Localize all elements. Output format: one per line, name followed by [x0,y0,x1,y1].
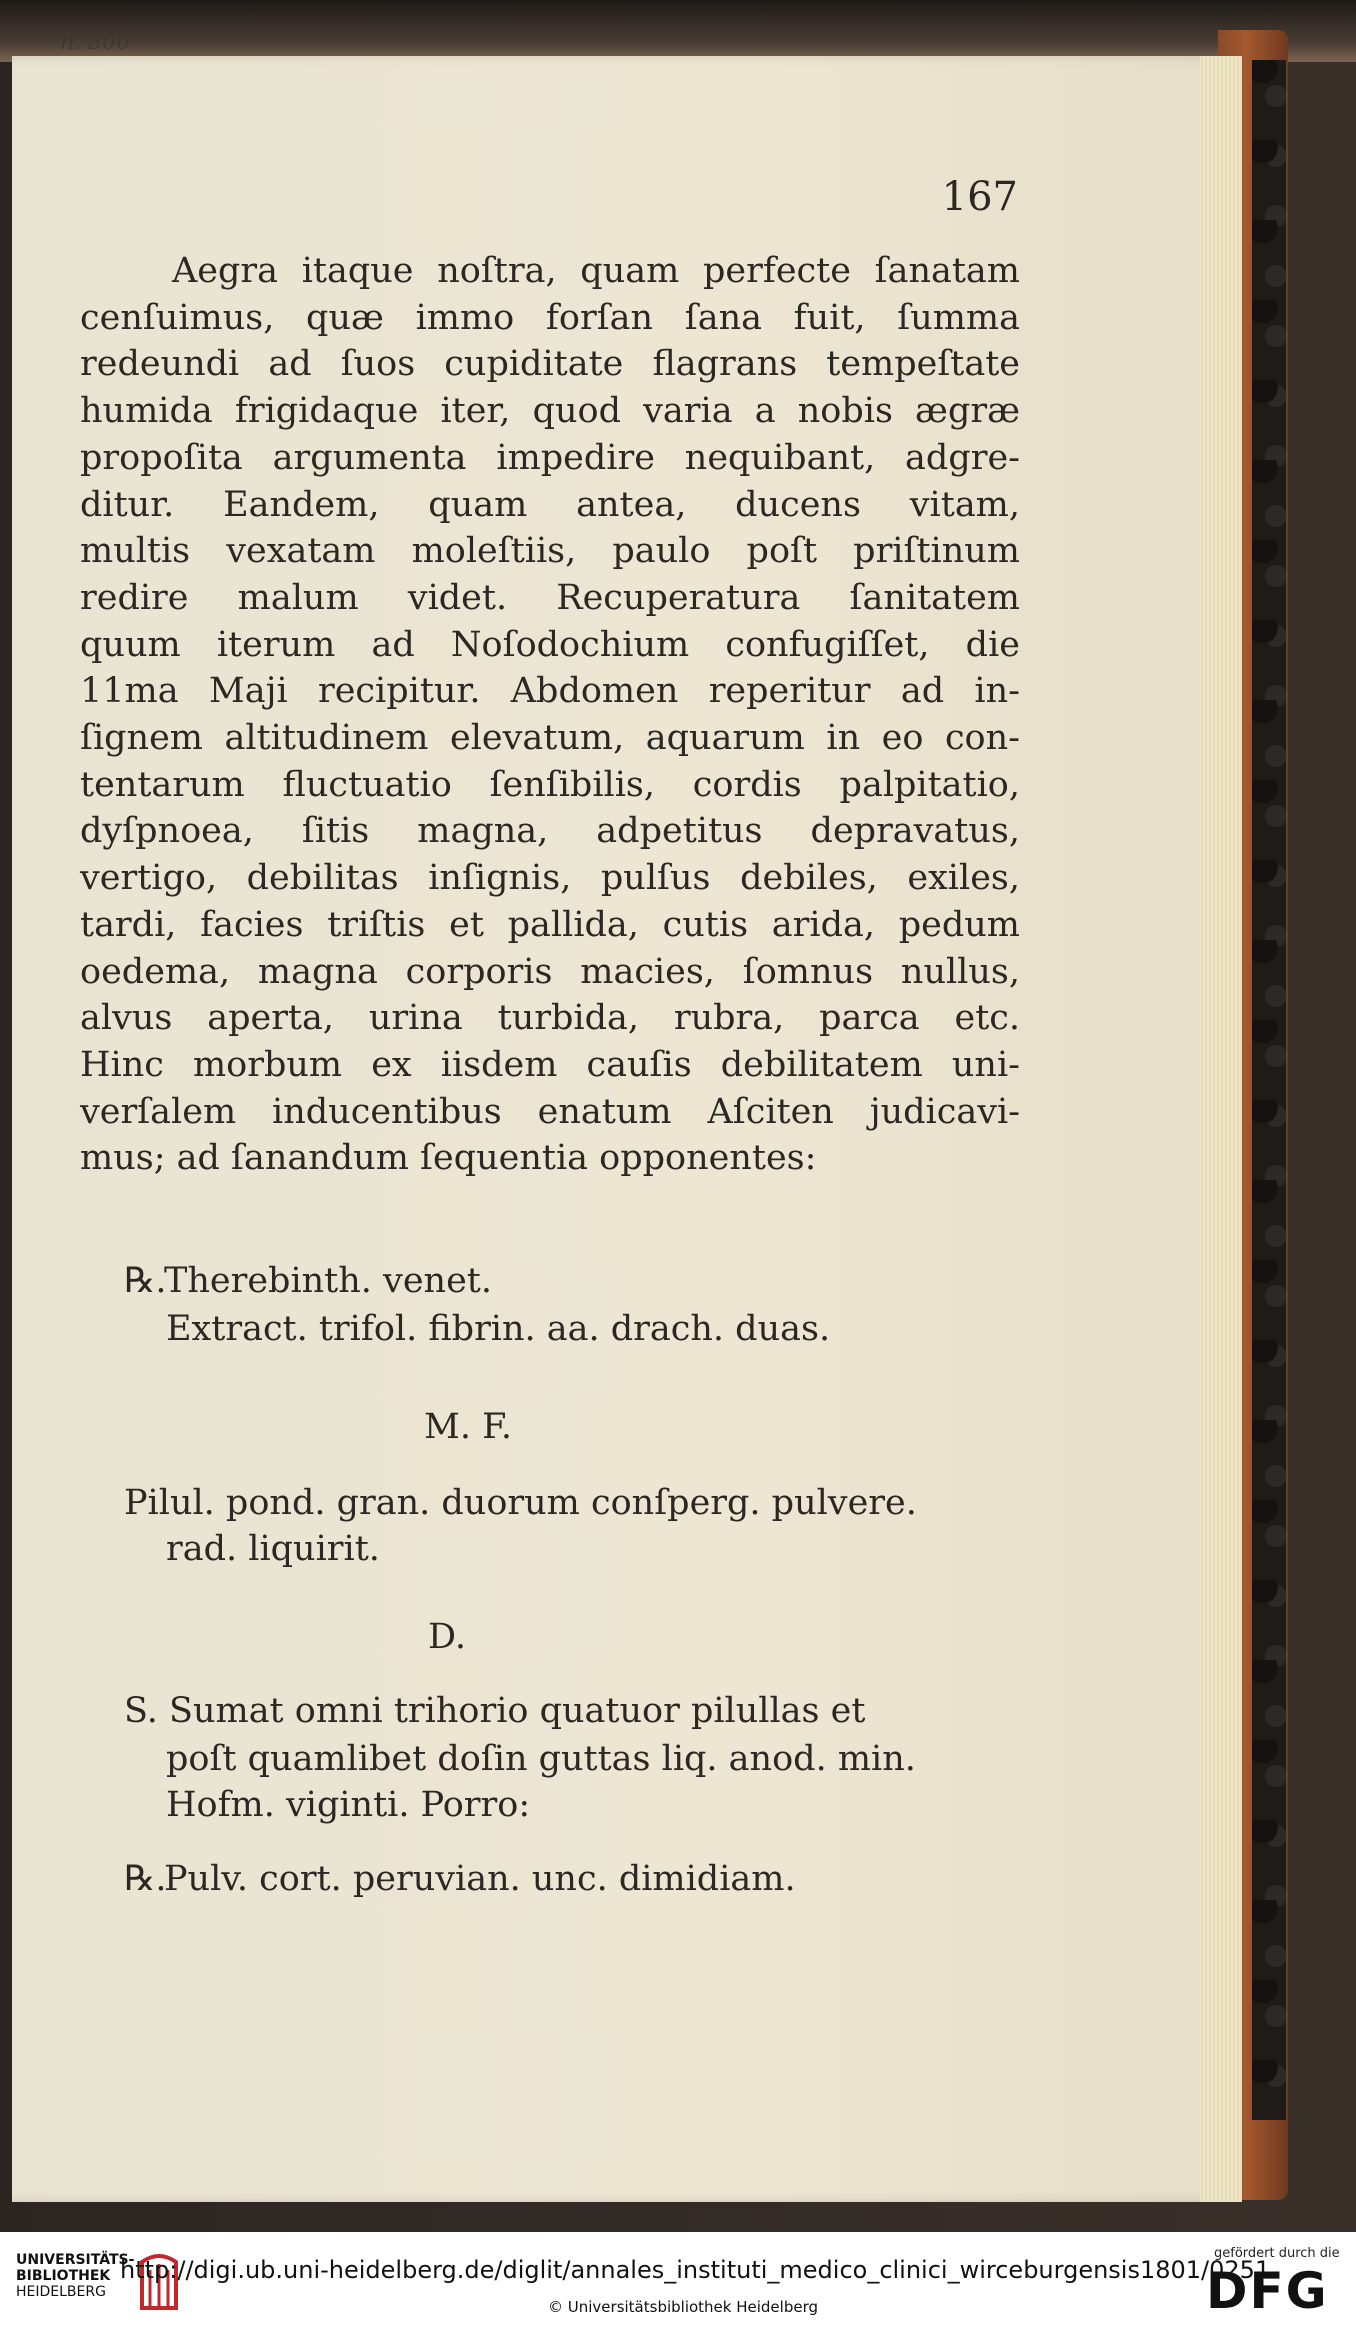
paragraph-line: 11ma Maji recipitur. Abdomen reperitur ad in- [80,671,1020,712]
page-number: 167 [941,174,1018,220]
paragraph-line: Hinc morbum ex iisdem cauſis debilitatem uni- [80,1044,1020,1085]
paragraph-line: redire malum videt. Recuperatura ſanitatem [80,577,1020,618]
paragraph-line: humida frigidaque iter, quod varia a nobis ægræ [80,391,1020,432]
pilul-line1: Pilul. pond. gran. duorum conſperg. pulvere. [124,1483,917,1523]
viewer-footer [0,2232,1356,2329]
paragraph-line: multis vexatam moleſtiis, paulo poſt priſtinum [80,531,1020,572]
recipe1-line1 [124,1258,492,1304]
paragraph-line: alvus aperta, urina turbida, rubra, parca etc. [80,998,1020,1039]
pilul-line2: rad. liquirit. [166,1529,380,1569]
recipe1-text1: Therebinth. venet. [164,1261,492,1301]
funded-by-text: gefördert durch die [1214,2246,1340,2261]
page-edges [1200,56,1242,2202]
marbled-cover [1252,60,1286,2120]
sumat-line2: poſt quamlibet doſin guttas liq. anod. min. [166,1739,916,1779]
sumat-line3: Hofm. viginti. Porro: [166,1785,531,1825]
d-heading: D. [428,1617,466,1657]
paragraph-line: cenſuimus, quæ immo forſan ſana fuit, ſumma [80,297,1020,338]
paragraph-line: quum iterum ad Noſodochium confugiſſet, die [80,624,1020,665]
library-name-2: BIBLIOTHEK [16,2268,111,2284]
mf-heading: M. F. [424,1407,513,1447]
dfg-logo[interactable]: DFG [1206,2262,1329,2320]
paragraph-line: propoſita argumenta impedire nequibant, adgre- [80,437,1020,478]
paragraph-line: tardi, facies triſtis et pallida, cutis arida, pedum [80,904,1020,945]
recipe1-line2: Extract. trifol. fibrin. aa. drach. duas. [166,1309,831,1349]
paragraph-line: verſalem inducentibus enatum Aſciten judicavi- [80,1091,1020,1132]
paragraph-line: dyſpnoea, ſitis magna, adpetitus depravatus, [80,811,1020,852]
recipe2-line1 [124,1856,796,1902]
paragraph-line: redeundi ad ſuos cupiditate flagrans tempeſtate [80,344,1020,385]
paragraph-line: vertigo, debilitas inſignis, pulſus debiles, exiles, [80,858,1020,899]
library-name-1: UNIVERSITÄTS- [16,2252,135,2268]
paragraph-line: ſignem altitudinem elevatum, aquarum in eo con- [80,718,1020,759]
permalink-url[interactable]: http://digi.ub.uni-heidelberg.de/diglit/annales_instituti_medico_clinici_wirceburgensis1801/0251 [120,2256,1271,2284]
recipe-symbol: ℞. [124,1859,167,1899]
recipe-symbol: ℞. [124,1261,167,1301]
sumat-line1: S. Sumat omni trihorio quatuor pilullas et [124,1691,866,1731]
paragraph-line: ditur. Eandem, quam antea, ducens vitam, [80,484,1020,525]
copyright-text: © Universitätsbibliothek Heidelberg [548,2298,819,2316]
main-paragraph [80,248,1020,1182]
paragraph-line: oedema, magna corporis macies, ſomnus nullus, [80,951,1020,992]
library-name-3: HEIDELBERG [16,2284,106,2300]
paragraph-line: tentarum fluctuatio ſenſibilis, cordis palpitatio, [80,764,1020,805]
header-ink-mark: n. 306 [60,30,131,55]
recipe2-text1: Pulv. cort. peruvian. unc. dimidiam. [164,1859,796,1899]
paragraph-line: mus; ad ſanandum ſequentia opponentes: [80,1138,817,1179]
paragraph-line: Aegra itaque noſtra, quam perfecte ſanatam [172,251,1020,291]
top-edge [0,0,1356,62]
